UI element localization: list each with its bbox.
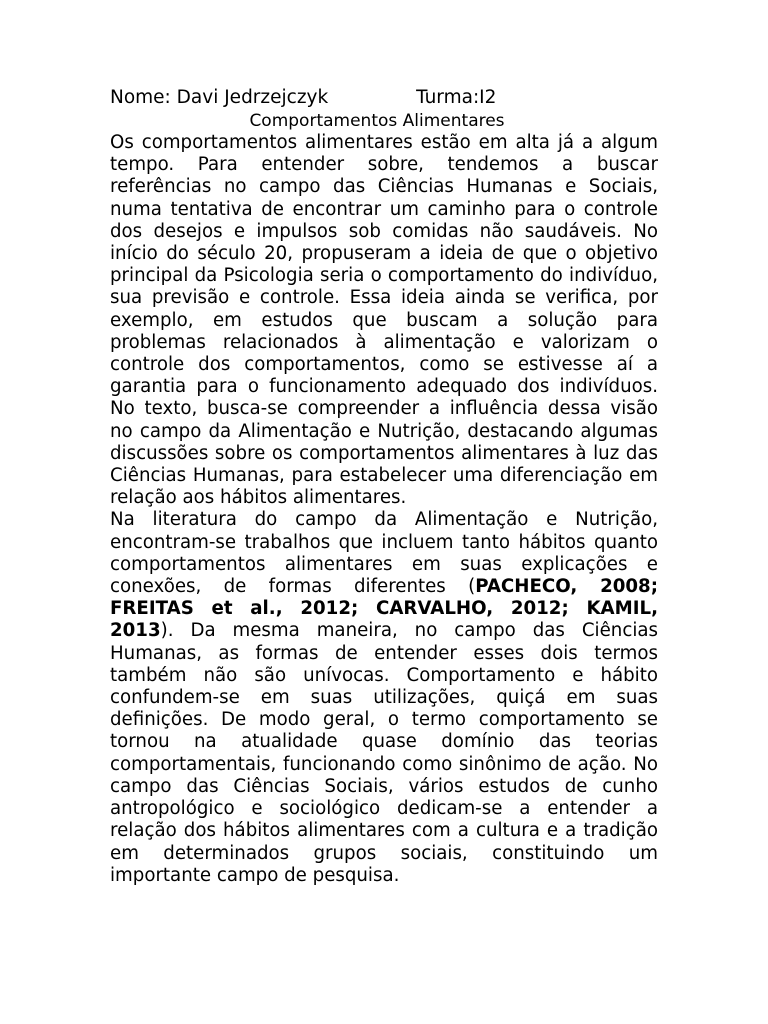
document-page	[110, 86, 658, 887]
document-header	[110, 86, 658, 110]
paragraph-2	[110, 509, 658, 886]
student-name: Nome: Davi Jedrzejczyk	[110, 87, 329, 108]
student-class: Turma:I2	[416, 87, 497, 108]
citation-references: PACHECO, 2008; FREITAS et al., 2012; CARVALHO, 2012; KAMIL, 2013	[110, 576, 658, 642]
paragraph-1: Os comportamentos alimentares estão em alta já a algum tempo. Para entender sobre, tendemos a buscar referências no campo das Ciências Humanas e Sociais, numa tentativa de encontrar um caminho para o controle dos desejos e impulsos sob comidas não saudáveis. No início do século 20, propuseram a ideia de que o objetivo principal da Psicologia seria o comportamento do indivíduo, sua previsão e controle. Essa ideia ainda se verifica, por exemplo, em estudos que buscam a solução para problemas relacionados à alimentação e valorizam o controle dos comportamentos, como se estivesse aí a garantia para o funcionamento adequado dos indivíduos. No texto, busca-se compreender a influência dessa visão no campo da Alimentação e Nutrição, destacando algumas discussões sobre os comportamentos alimentares à luz das Ciências Humanas, para estabelecer uma diferenciação em relação aos hábitos alimentares.	[110, 132, 658, 509]
paragraph-2-body: ). Da mesma maneira, no campo das Ciências Humanas, as formas de entender esses dois termos também não são unívocas. Comportamento e hábito confundem-se em suas utilizações, quiçá em suas definições. De modo geral, o termo comportamento se tornou na atualidade quase domínio das teorias comportamentais, funcionando como sinônimo de ação. No campo das Ciências Sociais, vários estudos de cunho antropológico e sociológico dedicam-se a entender a relação dos hábitos alimentares com a cultura e a tradição em determinados grupos sociais, constituindo um importante campo de pesquisa.	[110, 620, 658, 886]
paragraph-2-intro: Na literatura do campo da Alimentação e Nutrição, encontram-se trabalhos que incluem tanto hábitos quanto comportamentos alimentares em suas explicações e conexões, de formas diferentes (	[110, 509, 658, 598]
document-title: Comportamentos Alimentares	[249, 111, 505, 131]
